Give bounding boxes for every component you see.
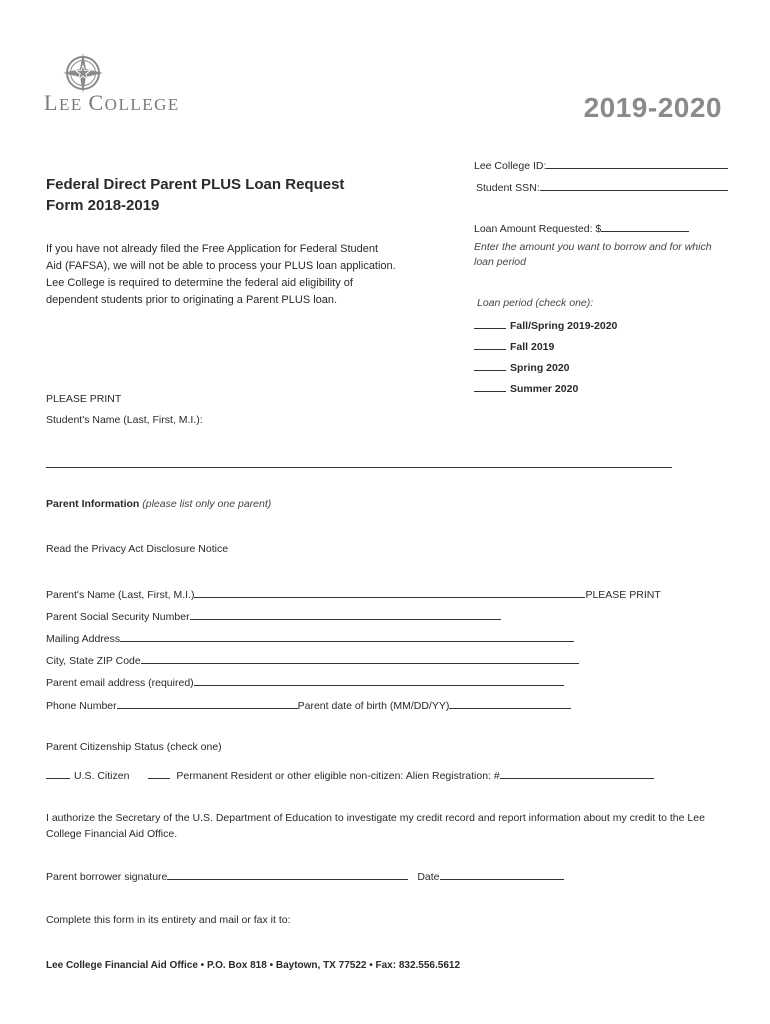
citizenship-options[interactable]: U.S. Citizen Permanent Resident or other eligible non-citizen: Alien Registration: # (46, 768, 654, 782)
star-seal-icon (62, 52, 104, 94)
city-state-zip-field[interactable]: City, State ZIP Code (46, 653, 579, 667)
student-ssn-field[interactable]: Student SSN: (476, 180, 728, 194)
period-option[interactable]: Fall/Spring 2019-2020 (474, 318, 617, 332)
privacy-notice: Read the Privacy Act Disclosure Notice (46, 543, 229, 555)
intro-paragraph: If you have not already filed the Free Application for Federal Student Aid (FAFSA), we will not be able to process your PLUS loan application. Lee College is required to determine the federal aid eligibility of dependent students prior to originating a Parent PLUS loan. (46, 243, 396, 306)
college-id-field[interactable]: Lee College ID: (474, 158, 728, 172)
student-name-label: Student's Name (Last, First, M.I.): (46, 414, 203, 426)
phone-input[interactable] (117, 698, 298, 709)
signature-input[interactable] (167, 869, 408, 880)
parent-name-input[interactable] (194, 587, 585, 598)
alien-registration-input[interactable] (500, 768, 654, 779)
complete-instructions: Complete this form in its entirety and mail or fax it to: (46, 914, 291, 926)
checkbox-blank[interactable] (148, 768, 170, 779)
checkbox-blank[interactable] (474, 318, 506, 329)
signature-row[interactable]: Parent borrower signature Date (46, 869, 564, 883)
loan-amount-input[interactable] (601, 221, 689, 232)
form-title: Federal Direct Parent PLUS Loan Request Form 2018-2019 (46, 176, 345, 214)
academic-year: 2019-2020 (583, 92, 722, 123)
loan-amount-field[interactable]: Loan Amount Requested: $ (474, 221, 689, 235)
checkbox-blank[interactable] (474, 360, 506, 371)
dob-input[interactable] (449, 698, 571, 709)
college-id-input[interactable] (546, 158, 728, 169)
date-input[interactable] (440, 869, 564, 880)
city-state-zip-input[interactable] (141, 653, 579, 664)
period-option[interactable]: Spring 2020 (474, 360, 570, 374)
parent-info-heading: Parent Information (please list only one parent) (46, 498, 272, 510)
parent-ssn-input[interactable] (190, 609, 501, 620)
parent-email-field[interactable]: Parent email address (required) (46, 675, 564, 689)
parent-name-field[interactable]: Parent's Name (Last, First, M.I.) PLEASE PRINT (46, 589, 661, 601)
period-option[interactable]: Summer 2020 (474, 381, 578, 395)
authorization-text: I authorize the Secretary of the U.S. Department of Education to investigate my credit record and report information about my credit to the Lee College Financial Aid Office. (46, 812, 705, 840)
mailing-address-field[interactable]: Mailing Address (46, 631, 574, 645)
student-ssn-input[interactable] (540, 180, 728, 191)
mailing-address-input[interactable] (120, 631, 574, 642)
parent-email-input[interactable] (194, 675, 564, 686)
logo-wordmark: LEE COLLEGE (44, 90, 180, 115)
checkbox-blank[interactable] (474, 381, 506, 392)
checkbox-blank[interactable] (46, 768, 70, 779)
phone-dob-row[interactable]: Phone Number Parent date of birth (MM/DD/YY) (46, 698, 571, 712)
checkbox-blank[interactable] (474, 339, 506, 350)
loan-period-label: Loan period (check one): (477, 297, 594, 309)
loan-amount-hint: Enter the amount you want to borrow and for which loan period (474, 241, 712, 268)
period-option[interactable]: Fall 2019 (474, 339, 554, 353)
citizenship-label: Parent Citizenship Status (check one) (46, 741, 222, 753)
student-name-input[interactable] (46, 467, 672, 468)
please-print-label: PLEASE PRINT (46, 393, 122, 405)
footer-address: Lee College Financial Aid Office • P.O. Box 818 • Baytown, TX 77522 • Fax: 832.556.5612 (46, 960, 461, 971)
parent-ssn-field[interactable]: Parent Social Security Number (46, 609, 501, 623)
